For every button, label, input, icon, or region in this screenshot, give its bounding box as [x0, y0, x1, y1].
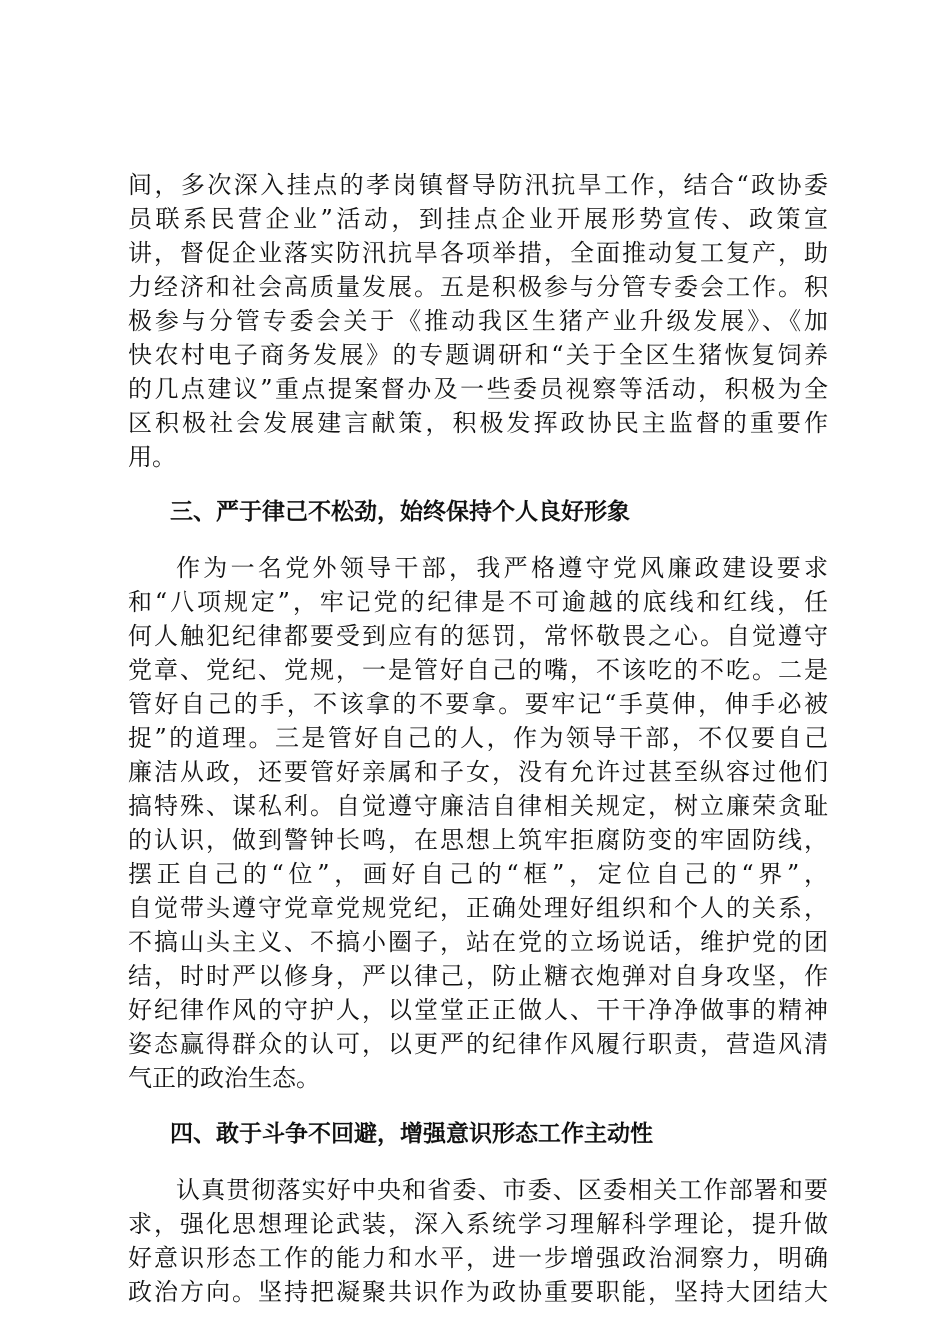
paragraph-line: 姿态赢得群众的认可，以更严的纪律作风履行职责，营造风清	[128, 1030, 828, 1058]
paragraph-line: 气正的政治生态。	[128, 1064, 320, 1092]
paragraph-line: 力经济和社会高质量发展。五是积极参与分管专委会工作。积	[128, 273, 828, 301]
paragraph-line: 搞特殊、谋私利。自觉遵守廉洁自律相关规定，树立廉荣贪耻	[128, 792, 828, 820]
paragraph-line: 的几点建议”重点提案督办及一些委员视察等活动，积极为全	[128, 375, 828, 403]
section-three-heading: 三、严于律己不松劲，始终保持个人良好形象	[170, 499, 630, 525]
paragraph-line: 区积极社会发展建言献策，积极发挥政协民主监督的重要作	[128, 409, 828, 437]
paragraph-line: 认真贯彻落实好中央和省委、市委、区委相关工作部署和要	[176, 1176, 828, 1204]
paragraph-line: 的认识，做到警钟长鸣，在思想上筑牢拒腐防变的牢固防线，	[128, 826, 828, 854]
paragraph-line: 讲，督促企业落实防汛抗旱各项举措，全面推动复工复产，助	[128, 239, 828, 267]
paragraph-line: 摆正自己的“位”，画好自己的“框”，定位自己的“界”，	[128, 860, 828, 888]
paragraph-line: 好意识形态工作的能力和水平，进一步增强政治洞察力，明确	[128, 1244, 828, 1272]
paragraph-line: 政治方向。坚持把凝聚共识作为政协重要职能，坚持大团结大	[128, 1278, 828, 1306]
paragraph-line: 员联系民营企业”活动，到挂点企业开展形势宣传、政策宣	[128, 205, 828, 233]
paragraph-line: 快农村电子商务发展》的专题调研和“关于全区生猪恢复饲养	[128, 341, 828, 369]
paragraph-line: 廉洁从政，还要管好亲属和子女，没有允许过甚至纵容过他们	[128, 758, 828, 786]
section-four-heading: 四、敢于斗争不回避，增强意识形态工作主动性	[170, 1121, 653, 1147]
paragraph-line: 极参与分管专委会关于《推动我区生猪产业升级发展》、《加	[128, 307, 828, 335]
paragraph-line: 管好自己的手，不该拿的不要拿。要牢记“手莫伸，伸手必被	[128, 690, 828, 718]
paragraph-line: 自觉带头遵守党章党规党纪，正确处理好组织和个人的关系，	[128, 894, 828, 922]
paragraph-line: 求，强化思想理论武装，深入系统学习理解科学理论，提升做	[128, 1210, 828, 1238]
paragraph-line: 捉”的道理。三是管好自己的人，作为领导干部，不仅要自己	[128, 724, 828, 752]
paragraph-line: 好纪律作风的守护人，以堂堂正正做人、干干净净做事的精神	[128, 996, 828, 1024]
paragraph-line: 结，时时严以修身，严以律己，防止糖衣炮弹对自身攻坚，作	[128, 962, 828, 990]
paragraph-line: 作为一名党外领导干部，我严格遵守党风廉政建设要求	[176, 554, 828, 582]
paragraph-line: 间，多次深入挂点的孝岗镇督导防汛抗旱工作，结合“政协委	[128, 171, 828, 199]
paragraph-line: 用。	[128, 443, 176, 471]
paragraph-line: 何人触犯纪律都要受到应有的惩罚，常怀敬畏之心。自觉遵守	[128, 622, 828, 650]
paragraph-line: 党章、党纪、党规，一是管好自己的嘴，不该吃的不吃。二是	[128, 656, 828, 684]
paragraph-line: 和“八项规定”，牢记党的纪律是不可逾越的底线和红线，任	[128, 588, 828, 616]
paragraph-line: 不搞山头主义、不搞小圈子，站在党的立场说话，维护党的团	[128, 928, 828, 956]
